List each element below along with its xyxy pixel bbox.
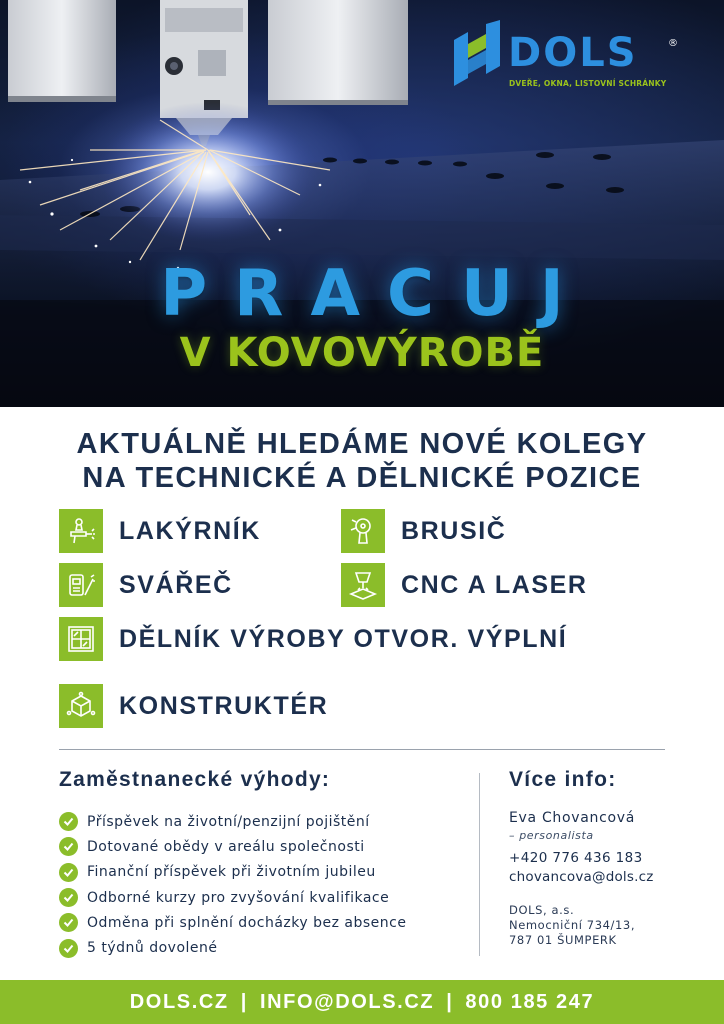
company-name: DOLS, a.s.: [509, 903, 575, 917]
intro-line-1: AKTUÁLNĚ HLEDÁME NOVÉ KOLEGY: [76, 428, 648, 460]
contact-name: Eva Chovancová: [509, 810, 636, 826]
spray-gun-icon: [59, 509, 103, 553]
column-divider: [479, 773, 480, 956]
hero-banner: [0, 0, 724, 407]
position-label: BRUSIČ: [401, 516, 507, 545]
benefit-text: Dotované obědy v areálu společnosti: [87, 838, 365, 855]
benefit-item: [59, 809, 469, 834]
footer-web-link[interactable]: DOLS.CZ: [129, 990, 229, 1013]
grinder-icon: [341, 509, 385, 553]
check-icon: [59, 863, 78, 882]
benefit-item: [59, 860, 469, 885]
benefit-text: 5 týdnů dovolené: [87, 940, 218, 957]
contact-phone-link[interactable]: +420 776 436 183: [509, 850, 643, 866]
check-icon: [59, 812, 78, 831]
position-label: DĚLNÍK VÝROBY OTVOR. VÝPLNÍ: [119, 624, 568, 653]
footer-phone-link[interactable]: 800 185 247: [465, 990, 595, 1013]
footer-separator: |: [446, 990, 454, 1013]
position-lakyrnik: [59, 509, 261, 553]
check-icon: [59, 888, 78, 907]
dols-emblem-icon: [450, 20, 504, 90]
intro-line-2: NA TECHNICKÉ A DĚLNICKÉ POZICE: [82, 462, 642, 494]
benefit-text: Odměna při splnění docházky bez absence: [87, 914, 407, 931]
position-svarec: [59, 563, 233, 607]
contact-title: Více info:: [509, 768, 617, 791]
check-icon: [59, 837, 78, 856]
footer-email-link[interactable]: INFO@DOLS.CZ: [259, 990, 435, 1013]
registered-mark: ®: [668, 38, 678, 49]
benefit-text: Finanční příspěvek při životním jubileu: [87, 864, 376, 881]
laser-cutter-icon: [341, 563, 385, 607]
company-city: 787 01 ŠUMPERK: [509, 933, 617, 947]
check-icon: [59, 913, 78, 932]
3d-cube-icon: [59, 684, 103, 728]
footer-bar: [0, 980, 724, 1024]
benefit-text: Odborné kurzy pro zvyšování kvalifikace: [87, 889, 390, 906]
benefit-item: [59, 935, 469, 960]
position-delnik: [59, 617, 567, 661]
hero-headline: PRACUJ: [160, 257, 591, 331]
logo-tagline: DVEŘE, OKNA, LISTOVNÍ SCHRÁNKY: [509, 79, 667, 88]
position-cnc-laser: [341, 563, 588, 607]
welder-icon: [59, 563, 103, 607]
section-divider: [59, 749, 665, 750]
benefit-text: Příspěvek na životní/penzijní pojištění: [87, 813, 370, 830]
position-brusic: [341, 509, 506, 553]
contact-role: – personalista: [509, 829, 594, 842]
benefit-item: [59, 885, 469, 910]
position-label: SVÁŘEČ: [119, 570, 233, 599]
position-label: KONSTRUKTÉR: [119, 691, 329, 720]
benefits-list: [59, 809, 469, 961]
window-frame-icon: [59, 617, 103, 661]
company-street: Nemocniční 734/13,: [509, 918, 636, 932]
contact-email-link[interactable]: chovancova@dols.cz: [509, 869, 654, 885]
position-label: LAKÝRNÍK: [119, 516, 261, 545]
logo-wordmark: DOLS: [508, 30, 638, 76]
dols-logo[interactable]: [450, 20, 690, 90]
benefits-title: Zaměstnanecké výhody:: [59, 768, 331, 791]
benefit-item: [59, 910, 469, 935]
position-label: CNC A LASER: [401, 570, 588, 599]
hero-subheadline: V KOVOVÝROBĚ: [179, 330, 545, 376]
footer-separator: |: [240, 990, 248, 1013]
position-konstrukter: [59, 684, 328, 728]
check-icon: [59, 939, 78, 958]
benefit-item: [59, 834, 469, 859]
